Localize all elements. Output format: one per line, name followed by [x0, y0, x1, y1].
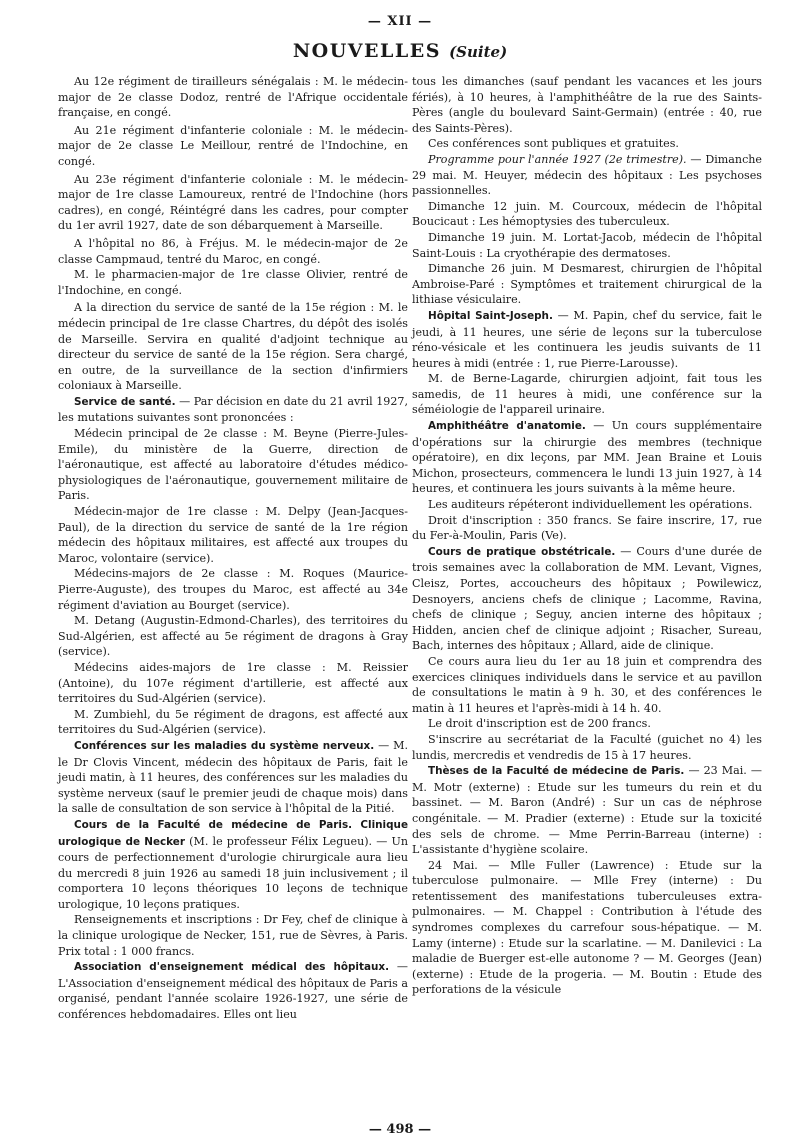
- paragraph: Dimanche 12 juin. M. Courcoux, médecin de l'hôpital Boucicaut : Les hémoptysies des tuberculeux.: [412, 199, 762, 229]
- paragraph: [412, 308, 762, 371]
- left-column: [58, 74, 408, 1023]
- page-title: [0, 40, 800, 62]
- paragraph-text: — Par décision en date du 21 avril 1927, les mutations suivantes sont prononcées :: [58, 394, 408, 425]
- paragraph: [58, 959, 408, 1022]
- paragraph: [412, 418, 762, 497]
- paragraph-text: — M. Papin, chef du service, fait le jeudi, à 11 heures, une série de leçons sur la tuberculose réno-vésicale et les continuera les jeudis suivants de 11 heures à midi (entrée : 1, rue Pierre-Larousse).: [412, 308, 763, 370]
- paragraph: Médecin principal de 2e classe : M. Beyne (Pierre-Jules-Emile), du ministère de la Guerre, direction de l'aéronautique, est affecté au laboratoire d'études médico-physiologiques de l'aéronautique, gouvernement militaire de Paris.: [58, 427, 408, 503]
- paragraph: Médecins-majors de 2e classe : M. Roques (Maurice-Pierre-Auguste), des troupes du Maroc, est affecté au 34e régiment d'aviation au Bourget (service).: [58, 567, 408, 612]
- paragraph: [58, 394, 408, 426]
- paragraph-text: (M. le professeur Félix Legueu). — Un cours de perfectionnement d'urologie chirurgicale aura lieu du mercredi 8 juin 1926 au samedi 18 juin inclusivement ; il comportera 10 leçons théoriques 10 leçons de technique urologique, 10 leçons pratiques.: [58, 834, 408, 911]
- paragraph: Dimanche 19 juin. M. Lortat-Jacob, médecin de l'hôpital Saint-Louis : La cryothérapie des dermatoses.: [412, 230, 762, 260]
- paragraph: tous les dimanches (sauf pendant les vacances et les jours fériés), à 10 heures, à l'amphithéâtre de la rue des Saints-Pères (angle du boulevard Saint-Germain) (entrée : 40, rue des Saints-Pères).: [412, 75, 762, 135]
- paragraph-text: — Cours d'une durée de trois semaines avec la collaboration de MM. Levant, Vignes, Cleisz, Portes, accoucheurs des hôpitaux ; Powilewicz, Desnoyers, anciens chefs de clinique ; Lacomme, Ravina, chefs de clinique ; Seguy, ancien interne des hôpitaux ; Hidden, ancien chef de clinique adjoint ; Risacher, Sureau, Bach, internes des hôpitaux ; Allard, aide de clinique.: [412, 544, 763, 653]
- paragraph: M. le pharmacien-major de 1re classe Olivier, rentré de l'Indochine, en congé.: [58, 268, 408, 297]
- paragraph: [58, 817, 408, 913]
- program-heading: Programme pour l'année 1927 (2e trimestre).: [428, 152, 687, 166]
- section-heading: Service de santé.: [74, 395, 176, 408]
- section-heading: Hôpital Saint-Joseph.: [428, 309, 553, 322]
- paragraph: Ces conférences sont publiques et gratuites.: [428, 137, 679, 151]
- paragraph: Dimanche 26 juin. M Desmarest, chirurgien de l'hôpital Ambroise-Paré : Symptômes et traitement chirurgical de la lithiase vésiculaire.: [412, 262, 762, 307]
- paragraph: Renseignements et inscriptions : Dr Fey, chef de clinique à la clinique urologique de Necker, 151, rue de Sèvres, à Paris. Prix total : 1 000 francs.: [58, 913, 408, 958]
- paragraph: M. Detang (Augustin-Edmond-Charles), des territoires du Sud-Algérien, est affecté au 5e régiment de dragons à Gray (service).: [58, 614, 408, 659]
- paragraph: Le droit d'inscription est de 200 francs.: [428, 717, 651, 731]
- paragraph-text: — Dimanche 29 mai. M. Heuyer, médecin des hôpitaux : Les psychoses passionnelles.: [412, 152, 762, 198]
- paragraph: Les auditeurs répéteront individuellement les opérations.: [428, 498, 753, 512]
- paragraph: M. Zumbiehl, du 5e régiment de dragons, est affecté aux territoires du Sud-Algérien (service).: [58, 707, 408, 737]
- paragraph: S'inscrire au secrétariat de la Faculté (guichet no 4) les lundis, mercredis et vendredis de 15 à 17 heures.: [412, 732, 762, 762]
- paragraph: [412, 763, 762, 858]
- paragraph: [412, 152, 762, 199]
- section-title-suite: (Suite): [449, 43, 508, 61]
- paragraph: [412, 544, 762, 654]
- paragraph: Ce cours aura lieu du 1er au 18 juin et comprendra des exercices cliniques individuels dans le service et au pavillon de consultations le matin à 9 h. 30, et des conférences le matin à 11 heures et l'après-midi à 14 h. 40.: [412, 654, 762, 715]
- section-heading: Thèses de la Faculté de médecine de Paris.: [428, 765, 685, 778]
- paragraph: Au 23e régiment d'infanterie coloniale : M. le médecin-major de 1re classe Lamoureux, rentré de l'Indochine (hors cadres), en congé, Réintégré dans les cadres, pour compter du 1er avril 1927, date de son débarquement à Marseille.: [58, 172, 408, 233]
- roman-page-number: — XII —: [367, 14, 433, 29]
- paragraph-text: — 23 Mai. — M. Motr (externe) : Etude sur les tumeurs du rein et du bassinet. — M. Baron (André) : Sur un cas de néphrose congénitale. — M. Pradier (externe) : Etude sur la toxicité des sels de chrome. — Mme Perrin-Barreau (interne) : L'assistante d'hygiène scolaire.: [412, 764, 762, 857]
- paragraph-text: — Un cours supplémentaire d'opérations sur la chirurgie des membres (technique opératoire), en dix leçons, par MM. Jean Braine et Louis Michon, prosecteurs, commencera le lundi 13 juin 1927, à 14 heures, et continuera les jours suivants à la même heure.: [412, 419, 762, 496]
- section-heading: Conférences sur les maladies du système nerveux.: [74, 739, 375, 752]
- paragraph: A l'hôpital no 86, à Fréjus. M. le médecin-major de 2e classe Campmaud, tentré du Maroc, en congé.: [58, 236, 408, 266]
- paragraph: Droit d'inscription : 350 francs. Se faire inscrire, 17, rue du Fer-à-Moulin, Paris (Ve).: [412, 513, 762, 543]
- paragraph: A la direction du service de santé de la 15e région : M. le médecin principal de 1re classe Chartres, du dépôt des isolés de Marseille. Servira en qualité d'adjoint technique au directeur du service de santé de la 15e région. Sera chargé, en outre, de la surveillance de la section d'infirmiers coloniaux à Marseille.: [58, 301, 408, 393]
- paragraph-text: — L'Association d'enseignement médical des hôpitaux de Paris a organisé, pendant l'année scolaire 1926-1927, une série de conférences hebdomadaires. Elles ont lieu: [58, 960, 408, 1022]
- section-title: NOUVELLES: [292, 40, 441, 62]
- page-number: — 498 —: [368, 1122, 432, 1137]
- right-column: [412, 74, 762, 998]
- section-heading: Cours de la Faculté de médecine de Paris. Clinique urologique de Necker: [58, 818, 408, 848]
- section-heading: Association d'enseignement médical des hôpitaux.: [74, 961, 390, 974]
- paragraph-text: — M. le Dr Clovis Vincent, médecin des hôpitaux de Paris, fait le jeudi matin, à 11 heures, des conférences sur les maladies du système nerveux (sauf le premier jeudi de chaque mois) dans la salle de consultation de son service à l'hôpital de la Pitié.: [58, 738, 408, 816]
- section-heading: Amphithéâtre d'anatomie.: [428, 420, 586, 433]
- paragraph: Médecins aides-majors de 1re classe : M. Reissier (Antoine), du 107e régiment d'artillerie, est affecté aux territoires du Sud-Algérien (service).: [58, 660, 408, 706]
- paragraph: 24 Mai. — Mlle Fuller (Lawrence) : Etude sur la tuberculose pulmonaire. — Mlle Frey (interne) : Du retentissement des manifestations tuberculeuses extra-pulmonaires. — M. Chappel : Contribution à l'étude des syndromes complexes du carrefour sous-hépatique. — M. Lamy (interne) : Etude sur la scarlatine. — M. Danilevici : La maladie de Buerger est-elle autonome ? — M. Georges (Jean) (externe) : Etude de la progeria. — M. Boutin : Etude des perforations de la vésicule: [412, 858, 762, 997]
- paragraph: [58, 738, 408, 817]
- paragraph: Au 21e régiment d'infanterie coloniale : M. le médecin-major de 2e classe Le Meillour, rentré de l'Indochine, en congé.: [58, 123, 408, 168]
- paragraph: M. de Berne-Lagarde, chirurgien adjoint, fait tous les samedis, de 11 heures à midi, une conférence sur la séméiologie de l'appareil urinaire.: [412, 372, 762, 417]
- section-heading: Cours de pratique obstétricale.: [428, 545, 616, 558]
- paragraph: Au 12e régiment de tirailleurs sénégalais : M. le médecin-major de 2e classe Dodoz, rentré de l'Afrique occidentale française, en congé.: [58, 75, 408, 120]
- paragraph: Médecin-major de 1re classe : M. Delpy (Jean-Jacques-Paul), de la direction du service de santé de la 1re région médecin des hôpitaux militaires, est affecté aux troupes du Maroc, volontaire (service).: [58, 505, 408, 565]
